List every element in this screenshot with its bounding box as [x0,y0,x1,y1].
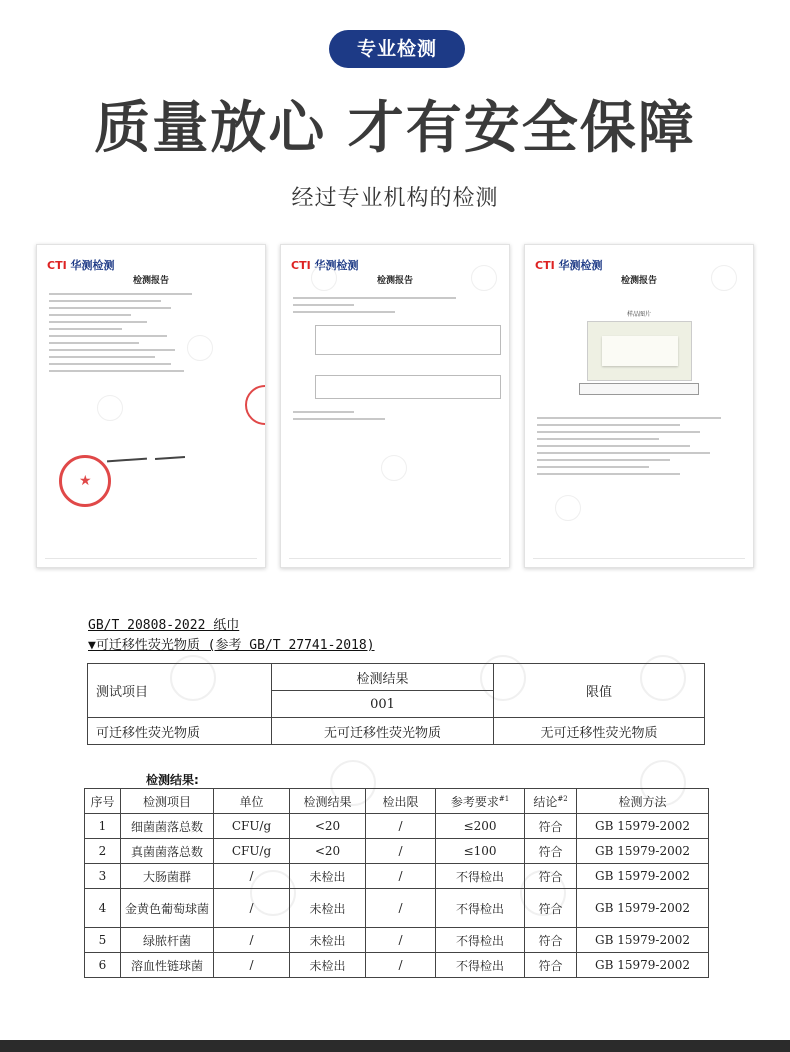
report-thumbnail-2 [280,244,510,568]
cell-method: GB 15979-2002 [577,953,709,978]
signature [107,458,147,463]
cti-logo: CTI 华测检测 [535,259,603,272]
header-unit: 单位 [214,789,290,814]
results-header-row [85,789,709,814]
cell-item: 大肠菌群 [121,864,214,889]
cell-ref: 不得检出 [436,953,525,978]
cell-no: 2 [85,839,121,864]
table-row [85,814,709,839]
cell-ref: 不得检出 [436,928,525,953]
cell-limit: / [366,928,436,953]
sample-photo-title: 样品图片 [626,311,651,318]
table-row [85,839,709,864]
cell-method: GB 15979-2002 [577,864,709,889]
sample-photo [587,321,692,381]
header-method: 检测方法 [577,789,709,814]
results-label: 检测结果: [146,773,199,787]
report-title: 检测报告 [620,276,657,286]
cell-no: 4 [85,889,121,928]
cell-no: 6 [85,953,121,978]
cell-no: 3 [85,864,121,889]
col-item-header: 测试项目 [88,664,272,718]
report-title: 检测报告 [376,276,413,286]
ruler [579,383,699,395]
cti-watermark [187,335,213,361]
cell-unit: / [214,953,290,978]
report-footer-line [45,558,257,559]
report-thumbnail-1 [36,244,266,568]
header-ref: 参考要求$^{\#1}$ [436,789,525,814]
cell-method: GB 15979-2002 [577,839,709,864]
header-result: 检测结果 [290,789,366,814]
mini-table [315,325,501,355]
cell-conclusion: 符合 [525,839,577,864]
cti-watermark [97,395,123,421]
col-limit-header: 限值 [494,664,705,718]
signature [155,456,185,460]
cell-unit: CFU/g [214,839,290,864]
report-text-lines [293,411,497,425]
badge-pill: 专业检测 [329,30,465,68]
cti-watermark [555,495,581,521]
report-thumbnail-3 [524,244,754,568]
cell-unit: / [214,889,290,928]
cti-logo: CTI 华测检测 [291,259,359,272]
cell-limit: / [366,814,436,839]
cell-item: 真菌菌落总数 [121,839,214,864]
cell-item: 金黄色葡萄球菌 [121,889,214,928]
cell-conclusion: 符合 [525,928,577,953]
ref-note: #1 [498,794,510,803]
mini-table [315,375,501,399]
cell-item: 溶血性链球菌 [121,953,214,978]
row-result: 无可迁移性荧光物质 [272,718,494,745]
results-table [84,788,709,978]
report-footer-line [533,558,745,559]
report-text-lines [293,297,497,318]
section-subtitle: ▼可迁移性荧光物质 (参考 GB/T 27741-2018) [88,638,375,653]
cell-unit: / [214,864,290,889]
row-item: 可迁移性荧光物质 [88,718,272,745]
cell-method: GB 15979-2002 [577,889,709,928]
cell-result: 未检出 [290,889,366,928]
cell-ref: 不得检出 [436,864,525,889]
cell-limit: / [366,953,436,978]
header-conclusion: 结论$^{\#2}$ [525,789,577,814]
cell-result: 未检出 [290,864,366,889]
cell-result: 未检出 [290,928,366,953]
table-row [85,928,709,953]
cell-item: 细菌菌落总数 [121,814,214,839]
cell-unit: / [214,928,290,953]
cell-ref: ≤200 [436,814,525,839]
page-headline: 质量放心 才有安全保障 [94,96,696,161]
sample-number: 001 [272,691,494,718]
cell-result: 未检出 [290,953,366,978]
table-row [85,953,709,978]
bottom-bar [0,1040,790,1052]
cell-result: <20 [290,814,366,839]
report-text-lines [537,417,741,480]
cell-conclusion: 符合 [525,864,577,889]
cti-watermark [311,265,337,291]
report-footer-line [289,558,501,559]
cell-item: 绿脓杆菌 [121,928,214,953]
edge-seal [245,385,266,425]
cell-unit: CFU/g [214,814,290,839]
cell-conclusion: 符合 [525,814,577,839]
cell-conclusion: 符合 [525,889,577,928]
cell-ref: 不得检出 [436,889,525,928]
row-limit: 无可迁移性荧光物质 [494,718,705,745]
table-row [85,864,709,889]
cell-method: GB 15979-2002 [577,928,709,953]
header-item: 检测项目 [121,789,214,814]
header-limit: 检出限 [366,789,436,814]
conclusion-note: #2 [557,794,568,803]
report-text-lines [49,293,253,377]
page-subhead: 经过专业机构的检测 [291,186,499,211]
cell-limit: / [366,839,436,864]
fluorescence-table [87,663,705,745]
report-title: 检测报告 [132,276,169,286]
cell-no: 1 [85,814,121,839]
cell-result: <20 [290,839,366,864]
cti-watermark [471,265,497,291]
cell-ref: ≤100 [436,839,525,864]
cell-conclusion: 符合 [525,953,577,978]
cell-no: 5 [85,928,121,953]
header-no: 序号 [85,789,121,814]
table-row [85,889,709,928]
cell-limit: / [366,889,436,928]
standard-title: GB/T 20808-2022 纸巾 [88,618,240,633]
cell-limit: / [366,864,436,889]
cti-watermark [711,265,737,291]
cti-logo: CTI 华测检测 [47,259,115,272]
seal-star-icon: ★ [79,473,92,489]
col-result-header: 检测结果 [272,664,494,691]
cell-method: GB 15979-2002 [577,814,709,839]
cti-watermark [381,455,407,481]
